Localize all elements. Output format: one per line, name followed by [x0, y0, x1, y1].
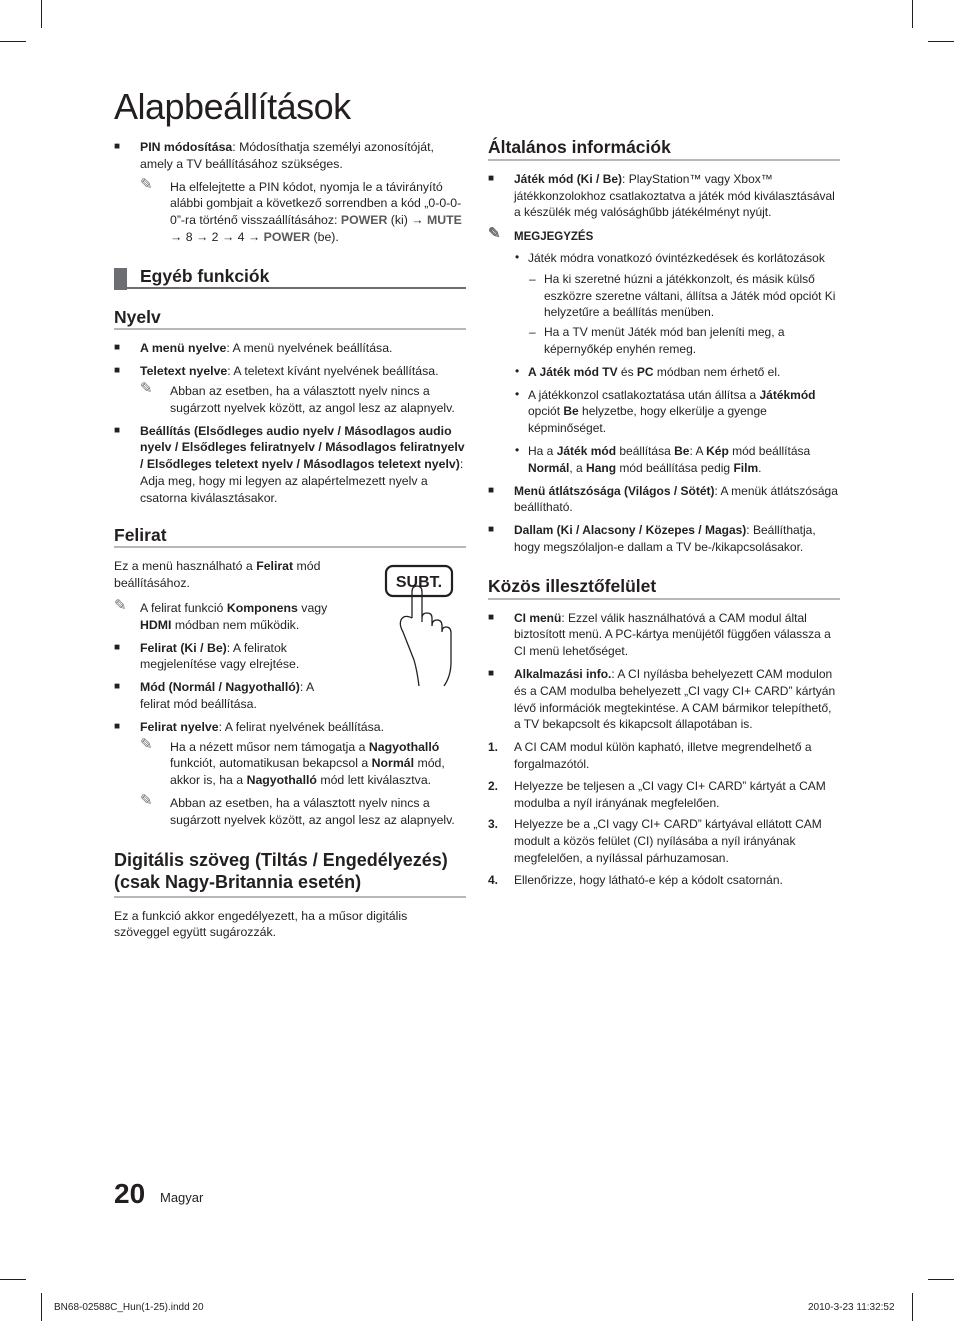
dash-item [488, 271, 840, 321]
dash-text: Ha a TV menüt Játék mód ban jeleníti meg, a képernyőkép enyhén remeg. [544, 325, 785, 356]
item-label: Felirat (Ki / Be) [140, 640, 227, 655]
page-title: Alapbeállítások [114, 86, 351, 127]
note-pencil-icon: ✎ [140, 791, 153, 809]
note-heading-text: MEGJEGYZÉS [514, 231, 594, 244]
mute-key: MUTE [426, 213, 462, 228]
left-column [114, 139, 466, 949]
bullet-bold: PC [636, 364, 654, 379]
step-text: Helyezze be teljesen a „CI vagy CI+ CARD” kártyát a CAM modulba a nyíl irányának megfelelően. [514, 778, 826, 810]
note-text: vagy [297, 600, 328, 615]
bullet-text: módban nem érhető el. [653, 364, 781, 379]
note-bold: Komponens [226, 600, 298, 615]
pin-note-text: → 8 → 2 → 4 → [170, 229, 264, 244]
list-item [114, 640, 466, 674]
bullet-text: mód beállítása [728, 443, 811, 458]
crop-mark [928, 1279, 954, 1280]
item-label: A menü nyelve [140, 341, 227, 356]
dash-bullet: – [529, 325, 536, 340]
item-label: Alkalmazási info. [514, 666, 612, 681]
square-bullet: ■ [488, 611, 495, 623]
square-bullet: ■ [114, 641, 121, 653]
crop-mark [928, 41, 954, 42]
crop-mark [0, 41, 26, 42]
bullet-text: A játékkonzol csatlakoztatása után állítsa a [528, 387, 760, 402]
crop-mark [0, 1279, 26, 1280]
note-bold: HDMI [140, 617, 172, 632]
item-label: Menü átlátszósága (Világos / Sötét) [514, 483, 715, 498]
bullet-item [488, 364, 840, 381]
list-item [114, 340, 466, 357]
square-bullet: ■ [488, 524, 495, 536]
pin-text: : Módosíthatja személyi azonosítóját, amely a TV beállításához szükséges. [140, 140, 434, 171]
common-interface-heading: Közös illesztőfelület [488, 578, 840, 600]
note-bold: Normál [371, 756, 415, 771]
step-number: 4. [488, 872, 499, 887]
square-bullet: ■ [114, 365, 121, 377]
note [114, 596, 466, 634]
footer-file-name: BN68-02588C_Hun(1-25).indd 20 [54, 1302, 204, 1313]
note-pencil-icon: ✎ [488, 225, 501, 243]
step-text: A CI CAM modul külön kapható, illetve megrendelhető a forgalmazótól. [514, 740, 812, 771]
list-item [488, 666, 840, 733]
bullet-item [488, 250, 840, 267]
bullet-text: mód beállítása pedig [616, 460, 734, 475]
bullet-bold: Be [563, 404, 579, 419]
bullet-text: beállítása [616, 443, 675, 458]
dot-bullet: • [515, 363, 520, 378]
square-bullet: ■ [114, 342, 121, 354]
numbered-step [488, 739, 840, 773]
power-key: POWER [340, 213, 388, 228]
intro-text: Ez a menü használható a [114, 559, 257, 574]
pin-note-text: (ki) → [387, 213, 427, 228]
note-text: módban nem működik. [171, 617, 300, 632]
step-number: 1. [488, 740, 499, 755]
note-text: Abban az esetben, ha a választott nyelv nincs a sugárzott nyelvek között, az angol lesz az alapnyelv. [170, 383, 455, 415]
item-text: : Ezzel válik használhatóvá a CAM modul által biztosított menü. A PC-kártya menüjétől függően válassza a CI menü lehetőséget. [514, 610, 831, 659]
bullet-bold: Játékmód [759, 387, 816, 402]
square-bullet: ■ [114, 681, 121, 693]
bullet-item [488, 443, 840, 477]
square-bullet: ■ [488, 667, 495, 679]
list-item [488, 483, 840, 517]
pin-label: PIN módosítása [140, 140, 233, 154]
power-key: POWER [263, 229, 311, 244]
section-title: Egyéb funkciók [140, 265, 270, 286]
right-column [488, 139, 840, 893]
list-item [488, 610, 840, 660]
list-item [114, 363, 466, 380]
pin-note-text: (be). [310, 229, 339, 244]
note [114, 791, 466, 829]
item-text: : Beállíthatja, hogy megszólaljon-e dallam a TV be-/kikapcsolásakor. [514, 523, 816, 554]
note-pencil-icon: ✎ [140, 379, 153, 397]
section-heading [114, 265, 466, 289]
item-text: : A teletext kívánt nyelvének beállítása. [227, 364, 439, 379]
bullet-bold: Normál [528, 460, 570, 475]
page-language: Magyar [160, 1190, 204, 1205]
item-text: : A felirat mód beállítása. [140, 680, 314, 711]
step-number: 3. [488, 817, 499, 832]
note-bold: Nagyothalló [368, 739, 440, 754]
note [114, 735, 466, 789]
step-text: Helyezze be a „CI vagy CI+ CARD” kártyával ellátott CAM modult a közös felület (CI) nyílásába a nyíl irányának megfelelően, a nyílással párhuzamosan. [514, 817, 822, 865]
pin-item [114, 139, 466, 173]
nyelv-heading: Nyelv [114, 309, 466, 331]
note-text: Ha a nézett műsor nem támogatja a [170, 739, 369, 754]
bullet-bold: Hang [586, 460, 617, 475]
list-item [114, 719, 466, 736]
general-info-heading: Általános információk [488, 139, 840, 161]
crop-mark [41, 1293, 42, 1321]
numbered-step [488, 816, 840, 866]
item-label: Dallam (Ki / Alacsony / Közepes / Magas) [514, 523, 747, 538]
bullet-bold: A Játék mód TV [528, 364, 618, 379]
square-bullet: ■ [488, 484, 495, 496]
intro-text: mód beállításához. [114, 559, 321, 591]
bullet-bold: Kép [706, 443, 729, 458]
note [114, 379, 466, 417]
note-text: A felirat funkció [140, 600, 227, 615]
bullet-text: helyzetbe, hogy elkerülje a gyenge képminőséget. [528, 404, 767, 436]
square-bullet: ■ [114, 141, 121, 152]
list-item [114, 679, 466, 713]
crop-mark [912, 0, 913, 28]
note-text: mód lett kiválasztva. [316, 773, 432, 788]
note-pencil-icon: ✎ [114, 596, 127, 614]
bullet-item [488, 387, 840, 437]
list-item [114, 423, 466, 507]
item-label: Felirat nyelve [140, 719, 219, 734]
bullet-text: opciót [528, 404, 564, 419]
item-label: Beállítás (Elsődleges audio nyelv / Másodlagos audio nyelv / Elsődleges feliratnyelv / Másodlagos feliratnyelv / Elsődleges teletext nyelv / Másodlagos teletext nyelv) [140, 423, 465, 472]
item-label: Játék mód (Ki / Be) [514, 171, 623, 186]
note-text: funkciót, automatikusan bekapcsol a [170, 756, 372, 771]
intro-bold: Felirat [256, 559, 294, 574]
note-heading [488, 225, 840, 246]
bullet-text: és [617, 364, 637, 379]
square-bullet: ■ [114, 424, 121, 436]
item-label: Mód (Normál / Nagyothalló) [140, 680, 300, 695]
section-bar [114, 268, 127, 290]
page-number: 20 [114, 1178, 146, 1209]
bullet-bold: Film [733, 460, 759, 475]
step-text: Ellenőrizze, hogy látható-e kép a kódolt csatornán. [514, 872, 783, 887]
dash-text: Ha ki szeretné húzni a játékkonzolt, és másik külső eszközre szeretne váltani, állítsa a Játék mód opciót Ki helyzetűre a beállítás menüben. [544, 271, 836, 320]
dot-bullet: • [515, 442, 520, 457]
felirat-block [114, 558, 466, 712]
note-text: mód, akkor is, ha a [170, 756, 445, 788]
item-text: : A menük átlátszósága beállítható. [514, 483, 838, 515]
bullet-bold: Játék mód [556, 443, 617, 458]
bullet-text: Ha a [528, 443, 557, 458]
note-text: Abban az esetben, ha a választott nyelv nincs a sugárzott nyelvek között, az angol lesz az alapnyelv. [170, 795, 455, 827]
bullet-text: : A [689, 443, 707, 458]
numbered-step [488, 872, 840, 889]
bullet-text: , a [569, 460, 587, 475]
step-number: 2. [488, 778, 499, 793]
pin-note [114, 175, 466, 246]
dot-bullet: • [515, 386, 520, 401]
item-text: : Adja meg, hogy mi legyen az alapértelmezett nyelv a csatorna kiválasztásakor. [140, 457, 464, 505]
note-pencil-icon: ✎ [140, 735, 153, 753]
dash-item [488, 324, 840, 358]
bullet-text: Játék módra vonatkozó óvintézkedések és korlátozások [528, 250, 825, 265]
bullet-text: . [758, 460, 762, 475]
item-label: CI menü [514, 610, 562, 625]
note-bold: Nagyothalló [246, 773, 317, 788]
digital-text-paragraph: Ez a funkció akkor engedélyezett, ha a műsor digitális szöveggel együtt sugározzák. [114, 908, 408, 940]
square-bullet: ■ [114, 720, 121, 732]
item-text: : A feliratok megjelenítése vagy elrejtése. [140, 640, 300, 672]
item-text: : A CI nyílásba behelyezett CAM modulon és a CAM modulba behelyezett „CI vagy CI+ CARD” kártyán lévő információk megtekintése. A CAM bármikor telepíthető, a TV bekapcsolt és kikapcsolt állapotában is. [514, 666, 836, 732]
pin-note-text: Ha elfelejtette a PIN kódot, nyomja le a távirányító alábbi gombjait a következő sorrendben a kód „0-0-0-0”-ra történő visszaállításához: [170, 179, 462, 228]
dot-bullet: • [515, 249, 520, 264]
crop-mark [41, 0, 42, 28]
square-bullet: ■ [488, 172, 495, 184]
subt-label: SUBT. [395, 574, 443, 592]
item-text: : A felirat nyelvének beállítása. [218, 719, 385, 734]
item-text: : A menü nyelvének beállítása. [226, 341, 393, 356]
felirat-heading: Felirat [114, 527, 466, 549]
dash-bullet: – [529, 271, 536, 286]
digital-text-heading: Digitális szöveg (Tiltás / Engedélyezés) (csak Nagy-Britannia esetén) [114, 849, 466, 898]
bullet-bold: Be [674, 443, 690, 458]
crop-mark [912, 1293, 913, 1321]
item-text: : PlayStation™ vagy Xbox™ játékkonzolokhoz csatlakoztatva a játék mód kiválasztásával a készülék még valósághűbb játékélményt nyújt. [514, 171, 835, 220]
note-pencil-icon: ✎ [140, 175, 153, 193]
footer-timestamp: 2010-3-23 11:32:52 [808, 1302, 895, 1313]
list-item [488, 522, 840, 556]
list-item [488, 171, 840, 221]
numbered-step [488, 778, 840, 812]
item-label: Teletext nyelve [140, 364, 228, 379]
